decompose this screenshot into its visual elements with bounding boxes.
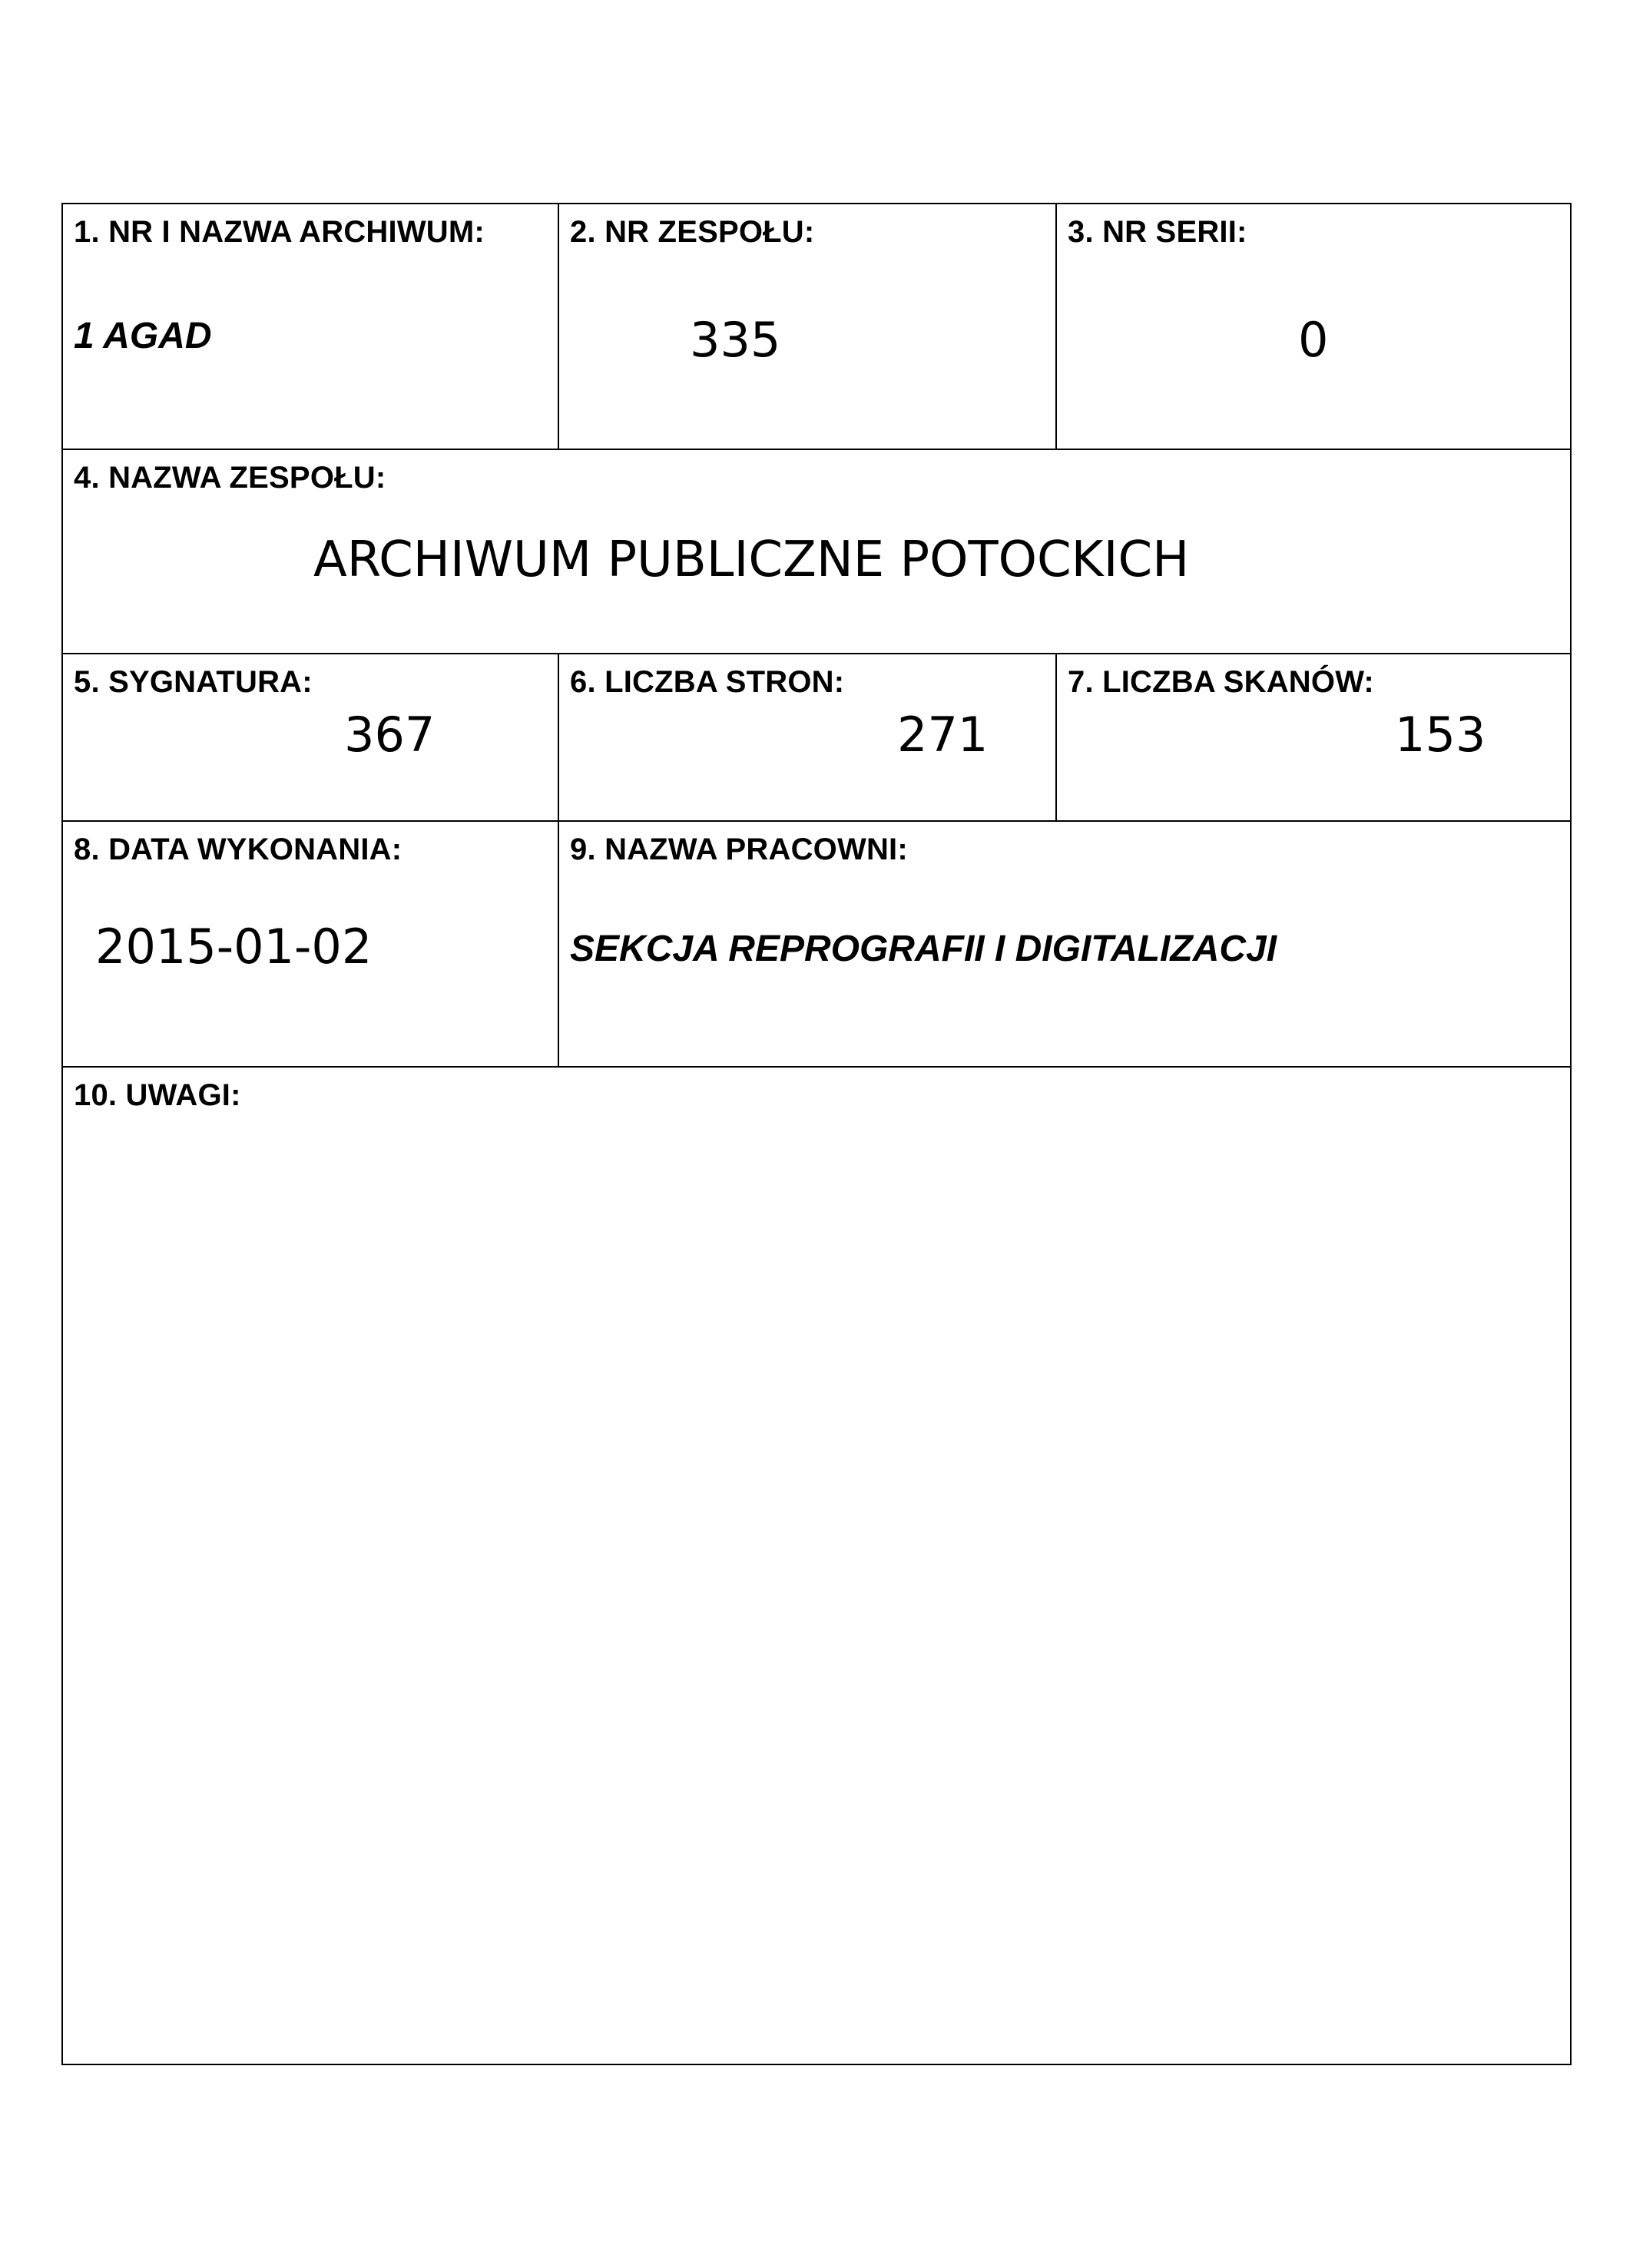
field-scan-count bbox=[1057, 654, 1572, 822]
field-archive-value: 1 AGAD bbox=[74, 316, 212, 356]
field-workshop bbox=[559, 822, 1572, 1068]
field-workshop-label: 9. NAZWA PRACOWNI: bbox=[570, 833, 908, 866]
field-page-count bbox=[559, 654, 1057, 822]
field-fonds-name-value: ARCHIWUM PUBLICZNE POTOCKICH bbox=[313, 531, 1190, 588]
field-fonds-name bbox=[63, 450, 1572, 654]
field-archive-label: 1. NR I NAZWA ARCHIWUM: bbox=[74, 215, 485, 249]
field-fonds-name-label: 4. NAZWA ZESPOŁU: bbox=[74, 461, 386, 495]
field-date-value: 2015-01-02 bbox=[95, 919, 373, 975]
field-page-count-value: 271 bbox=[897, 707, 989, 763]
field-notes bbox=[63, 1068, 1572, 2065]
archive-metadata-form bbox=[61, 203, 1572, 2065]
field-page-count-label: 6. LICZBA STRON: bbox=[570, 665, 845, 699]
field-signature-value: 367 bbox=[344, 707, 436, 763]
field-fonds-number bbox=[559, 204, 1057, 450]
field-fonds-number-label: 2. NR ZESPOŁU: bbox=[570, 215, 815, 249]
field-date bbox=[63, 822, 559, 1068]
field-series-number bbox=[1057, 204, 1572, 450]
field-date-label: 8. DATA WYKONANIA: bbox=[74, 833, 402, 866]
field-scan-count-value: 153 bbox=[1395, 707, 1486, 763]
field-series-number-label: 3. NR SERII: bbox=[1068, 215, 1247, 249]
field-notes-label: 10. UWAGI: bbox=[74, 1078, 241, 1112]
field-series-number-value: 0 bbox=[1298, 312, 1329, 368]
field-archive bbox=[63, 204, 559, 450]
field-signature-label: 5. SYGNATURA: bbox=[74, 665, 313, 699]
field-fonds-number-value: 335 bbox=[690, 312, 781, 368]
field-signature bbox=[63, 654, 559, 822]
field-scan-count-label: 7. LICZBA SKANÓW: bbox=[1068, 665, 1374, 699]
field-workshop-value: SEKCJA REPROGRAFII I DIGITALIZACJI bbox=[570, 929, 1277, 969]
